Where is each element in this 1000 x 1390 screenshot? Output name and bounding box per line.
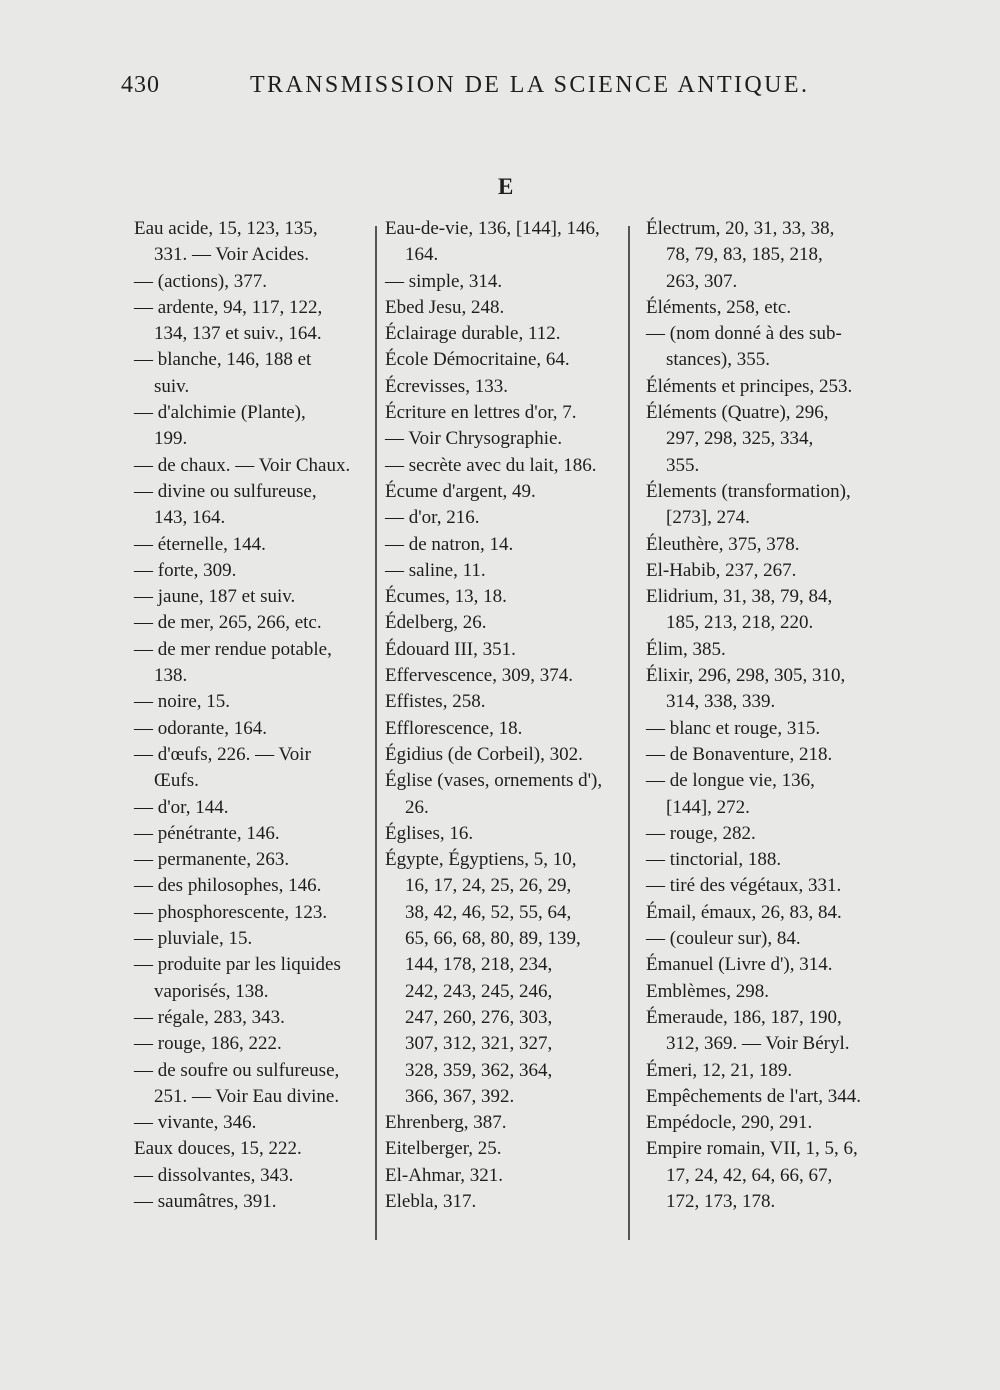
index-entry: [385, 479, 625, 505]
index-entry-line: vaporisés, 138.: [154, 980, 269, 1002]
index-entry: [385, 716, 625, 742]
index-entry-line: Écriture en lettres d'or, 7.: [385, 402, 577, 424]
index-entry-line: — tiré des végétaux, 331.: [646, 875, 842, 897]
index-entry-line: 312, 369. — Voir Béryl.: [666, 1033, 850, 1055]
index-entry: [134, 453, 368, 479]
index-entry-line: Emblèmes, 298.: [646, 980, 769, 1002]
index-entry-line: Éleuthère, 375, 378.: [646, 533, 800, 555]
index-entry-line: Élim, 385.: [646, 638, 726, 660]
index-entry-line: Empire romain, VII, 1, 5, 6,: [646, 1138, 858, 1160]
index-entry: [385, 610, 625, 636]
index-entry: [134, 216, 368, 269]
index-entry: [385, 689, 625, 715]
index-entry-line: 65, 66, 68, 80, 89, 139,: [405, 928, 581, 950]
index-entry: [134, 689, 368, 715]
index-entry: [134, 952, 368, 1005]
page-number: 430: [121, 72, 160, 98]
index-entry: [646, 295, 884, 321]
index-entry: [134, 1189, 368, 1215]
index-entry-line: — d'œufs, 226. — Voir: [134, 743, 311, 765]
index-entry-line: — produite par les liquides: [134, 954, 341, 976]
index-entry-line: 144, 178, 218, 234,: [405, 954, 553, 976]
index-entry: [385, 532, 625, 558]
index-entry: [646, 821, 884, 847]
index-entry-line: suiv.: [154, 375, 190, 397]
index-entry: [385, 1163, 625, 1189]
index-entry-line: 328, 359, 362, 364,: [405, 1059, 553, 1081]
index-entry-line: 172, 173, 178.: [666, 1190, 776, 1212]
index-entry-line: — blanche, 146, 188 et: [134, 349, 312, 371]
index-entry: [646, 1110, 884, 1136]
index-entry-line: Eau acide, 15, 123, 135,: [134, 218, 318, 239]
index-entry: [646, 532, 884, 558]
index-entry: [646, 742, 884, 768]
index-entry: [134, 532, 368, 558]
index-entry-line: Égypte, Égyptiens, 5, 10,: [385, 849, 577, 871]
index-entry: [134, 847, 368, 873]
index-entry: [646, 663, 884, 716]
index-entry-line: 366, 367, 392.: [405, 1085, 515, 1107]
index-entry-line: 242, 243, 245, 246,: [405, 980, 553, 1002]
index-entry: [385, 637, 625, 663]
index-entry: [385, 663, 625, 689]
index-entry-line: — de soufre ou sulfureuse,: [134, 1059, 340, 1081]
index-entry-line: stances), 355.: [666, 349, 770, 371]
section-letter: E: [498, 174, 514, 199]
index-entry-line: Égidius (de Corbeil), 302.: [385, 743, 583, 765]
index-entry-line: — rouge, 186, 222.: [134, 1033, 282, 1055]
index-entry-line: Émanuel (Livre d'), 314.: [646, 954, 833, 976]
index-entry: [134, 1110, 368, 1136]
index-entry: [385, 400, 625, 426]
index-entry-line: — de chaux. — Voir Chaux.: [134, 454, 351, 476]
index-entry-line: — de Bonaventure, 218.: [646, 743, 833, 765]
index-entry-line: — tinctorial, 188.: [646, 849, 782, 871]
index-entry-line: 16, 17, 24, 25, 26, 29,: [405, 875, 572, 897]
index-entry-line: Eau-de-vie, 136, [144], 146,: [385, 218, 600, 239]
index-entry: [134, 400, 368, 453]
index-entry: [134, 1163, 368, 1189]
index-entry-line: 251. — Voir Eau divine.: [154, 1085, 340, 1107]
index-entry-line: — de longue vie, 136,: [646, 770, 815, 792]
index-entry: [646, 952, 884, 978]
index-entry: [134, 926, 368, 952]
index-entry-line: École Démocritaine, 64.: [385, 349, 570, 371]
index-entry: [134, 558, 368, 584]
index-entry-line: Églises, 16.: [385, 822, 474, 844]
index-entry: [385, 216, 625, 269]
index-entry-line: Effervescence, 309, 374.: [385, 665, 573, 687]
index-entry: [134, 584, 368, 610]
index-entry-line: Émeraude, 186, 187, 190,: [646, 1006, 842, 1028]
index-entry-line: Eaux douces, 15, 222.: [134, 1138, 302, 1160]
index-entry-line: — pénétrante, 146.: [134, 822, 280, 844]
index-entry-line: Émail, émaux, 26, 83, 84.: [646, 901, 842, 923]
index-entry: [134, 1005, 368, 1031]
index-entry: [385, 505, 625, 531]
index-entry: [646, 321, 884, 374]
index-entry-line: [144], 272.: [666, 796, 750, 818]
index-entry-line: 138.: [154, 665, 188, 687]
index-entry: [385, 821, 625, 847]
index-entry: [646, 900, 884, 926]
index-entry-line: — saline, 11.: [385, 559, 486, 581]
index-entry: [134, 716, 368, 742]
index-entry-line: Élements (transformation),: [646, 480, 851, 502]
index-entry: [646, 1084, 884, 1110]
index-entry-line: 17, 24, 42, 64, 66, 67,: [666, 1164, 833, 1186]
index-entry-line: 263, 307.: [666, 270, 738, 292]
index-entry-line: Elebla, 317.: [385, 1190, 477, 1212]
index-entry: [134, 347, 368, 400]
index-entry: [646, 584, 884, 637]
index-entry: [134, 900, 368, 926]
index-entry-line: — de natron, 14.: [385, 533, 514, 555]
index-entry: [646, 216, 884, 295]
index-entry-line: 26.: [405, 796, 429, 818]
index-entry: [385, 347, 625, 373]
index-entry: [134, 1136, 368, 1162]
index-entry-line: 199.: [154, 428, 188, 450]
index-entry-line: Électrum, 20, 31, 33, 38,: [646, 218, 835, 239]
index-entry: [646, 400, 884, 479]
index-entry: [646, 926, 884, 952]
index-entry: [646, 768, 884, 821]
index-entry-line: 314, 338, 339.: [666, 691, 776, 713]
index-entry-line: — (actions), 377.: [134, 270, 267, 292]
index-entry: [385, 558, 625, 584]
index-entry: [134, 610, 368, 636]
index-entry-line: Ehrenberg, 387.: [385, 1112, 507, 1134]
index-entry-line: Éléments et principes, 253.: [646, 375, 853, 397]
index-entry-line: Écume d'argent, 49.: [385, 480, 536, 502]
index-entry-line: Elidrium, 31, 38, 79, 84,: [646, 586, 833, 608]
index-entry-line: — forte, 309.: [134, 559, 237, 581]
index-entry-line: — ardente, 94, 117, 122,: [134, 296, 323, 318]
index-entry: [134, 269, 368, 295]
index-column-3: [646, 216, 884, 1215]
index-entry: [385, 374, 625, 400]
index-entry-line: — (couleur sur), 84.: [646, 928, 801, 950]
index-entry: [134, 1058, 368, 1111]
index-entry: [646, 637, 884, 663]
index-entry: [385, 1136, 625, 1162]
index-entry: [646, 374, 884, 400]
index-entry: [385, 742, 625, 768]
index-entry-line: 164.: [405, 244, 439, 266]
index-entry: [646, 873, 884, 899]
index-entry-line: Édelberg, 26.: [385, 612, 487, 634]
index-entry: [134, 821, 368, 847]
index-entry: [646, 979, 884, 1005]
index-entry-line: 297, 298, 325, 334,: [666, 428, 814, 450]
index-entry-line: — rouge, 282.: [646, 822, 756, 844]
index-entry-line: Empédocle, 290, 291.: [646, 1112, 813, 1134]
index-entry: [385, 321, 625, 347]
index-entry-line: Élixir, 296, 298, 305, 310,: [646, 665, 846, 687]
index-entry-line: 38, 42, 46, 52, 55, 64,: [405, 901, 572, 923]
index-column-1: [134, 216, 368, 1215]
index-entry-line: 78, 79, 83, 185, 218,: [666, 244, 823, 266]
column-divider: [628, 226, 630, 1240]
index-entry-line: — vivante, 346.: [134, 1112, 257, 1134]
index-entry-line: 355.: [666, 454, 700, 476]
index-entry: [134, 637, 368, 690]
index-entry-line: Effistes, 258.: [385, 691, 486, 713]
index-entry-line: 331. — Voir Acides.: [154, 244, 309, 266]
index-entry-line: 307, 312, 321, 327,: [405, 1033, 553, 1055]
index-entry-line: Écumes, 13, 18.: [385, 586, 507, 608]
index-entry-line: — Voir Chrysographie.: [385, 428, 563, 450]
index-entry-line: — de mer rendue potable,: [134, 638, 332, 660]
index-entry-line: 247, 260, 276, 303,: [405, 1006, 553, 1028]
index-entry: [646, 1136, 884, 1215]
index-column-2: [385, 216, 625, 1215]
index-entry-line: Eitelberger, 25.: [385, 1138, 502, 1160]
index-entry-line: — des philosophes, 146.: [134, 875, 322, 897]
index-entry-line: — permanente, 263.: [134, 849, 290, 871]
index-entry: [646, 1005, 884, 1058]
index-entry: [646, 558, 884, 584]
running-title: TRANSMISSION DE LA SCIENCE ANTIQUE.: [250, 72, 810, 98]
index-entry: [646, 716, 884, 742]
index-entry-line: — dissolvantes, 343.: [134, 1164, 294, 1186]
index-entry-line: 134, 137 et suiv., 164.: [154, 323, 322, 345]
index-entry-line: — blanc et rouge, 315.: [646, 717, 821, 739]
index-entry: [385, 847, 625, 1110]
index-entry-line: — d'alchimie (Plante),: [134, 402, 306, 424]
index-entry-line: — (nom donné à des sub-: [646, 323, 842, 345]
index-entry-line: Œufs.: [154, 770, 199, 792]
index-entry: [646, 1058, 884, 1084]
index-entry: [134, 1031, 368, 1057]
index-entry-line: — simple, 314.: [385, 270, 503, 292]
index-entry-line: — d'or, 144.: [134, 796, 229, 818]
index-entry: [385, 584, 625, 610]
index-entry: [385, 1110, 625, 1136]
index-entry-line: — noire, 15.: [134, 691, 231, 713]
index-entry: [134, 795, 368, 821]
index-entry-line: Émeri, 12, 21, 189.: [646, 1059, 793, 1081]
column-divider: [375, 226, 377, 1240]
index-entry-line: — divine ou sulfureuse,: [134, 480, 317, 502]
index-entry-line: — secrète avec du lait, 186.: [385, 454, 597, 476]
index-entry: [385, 295, 625, 321]
index-entry: [134, 873, 368, 899]
index-entry-line: 143, 164.: [154, 507, 226, 529]
index-entry-line: Éléments (Quatre), 296,: [646, 402, 829, 424]
index-entry: [385, 1189, 625, 1215]
index-entry-line: El-Habib, 237, 267.: [646, 559, 797, 581]
index-entry: [385, 453, 625, 479]
index-entry: [385, 768, 625, 821]
index-entry-line: — de mer, 265, 266, etc.: [134, 612, 322, 634]
index-entry: [134, 295, 368, 348]
index-entry-line: — odorante, 164.: [134, 717, 267, 739]
index-entry-line: Ebed Jesu, 248.: [385, 296, 505, 318]
index-entry-line: — jaune, 187 et suiv.: [134, 586, 296, 608]
index-entry-line: Éléments, 258, etc.: [646, 296, 792, 318]
index-entry-line: Éclairage durable, 112.: [385, 323, 561, 345]
index-entry-line: — saumâtres, 391.: [134, 1190, 277, 1212]
index-entry-line: Église (vases, ornements d'),: [385, 770, 603, 792]
index-entry-line: Efflorescence, 18.: [385, 717, 523, 739]
index-entry: [646, 479, 884, 532]
index-entry: [385, 269, 625, 295]
index-entry-line: Écrevisses, 133.: [385, 375, 508, 397]
index-entry-line: Édouard III, 351.: [385, 638, 516, 660]
index-entry: [646, 847, 884, 873]
index-entry-line: — d'or, 216.: [385, 507, 480, 529]
index-entry-line: [273], 274.: [666, 507, 750, 529]
index-entry: [134, 479, 368, 532]
index-entry-line: — éternelle, 144.: [134, 533, 266, 555]
index-entry-line: 185, 213, 218, 220.: [666, 612, 814, 634]
index-entry-line: Empêchements de l'art, 344.: [646, 1085, 861, 1107]
index-entry-line: — phosphorescente, 123.: [134, 901, 328, 923]
index-entry: [134, 742, 368, 795]
index-entry-line: — régale, 283, 343.: [134, 1006, 285, 1028]
index-entry-line: — pluviale, 15.: [134, 928, 253, 950]
index-entry: [385, 426, 625, 452]
index-entry-line: El-Ahmar, 321.: [385, 1164, 503, 1186]
